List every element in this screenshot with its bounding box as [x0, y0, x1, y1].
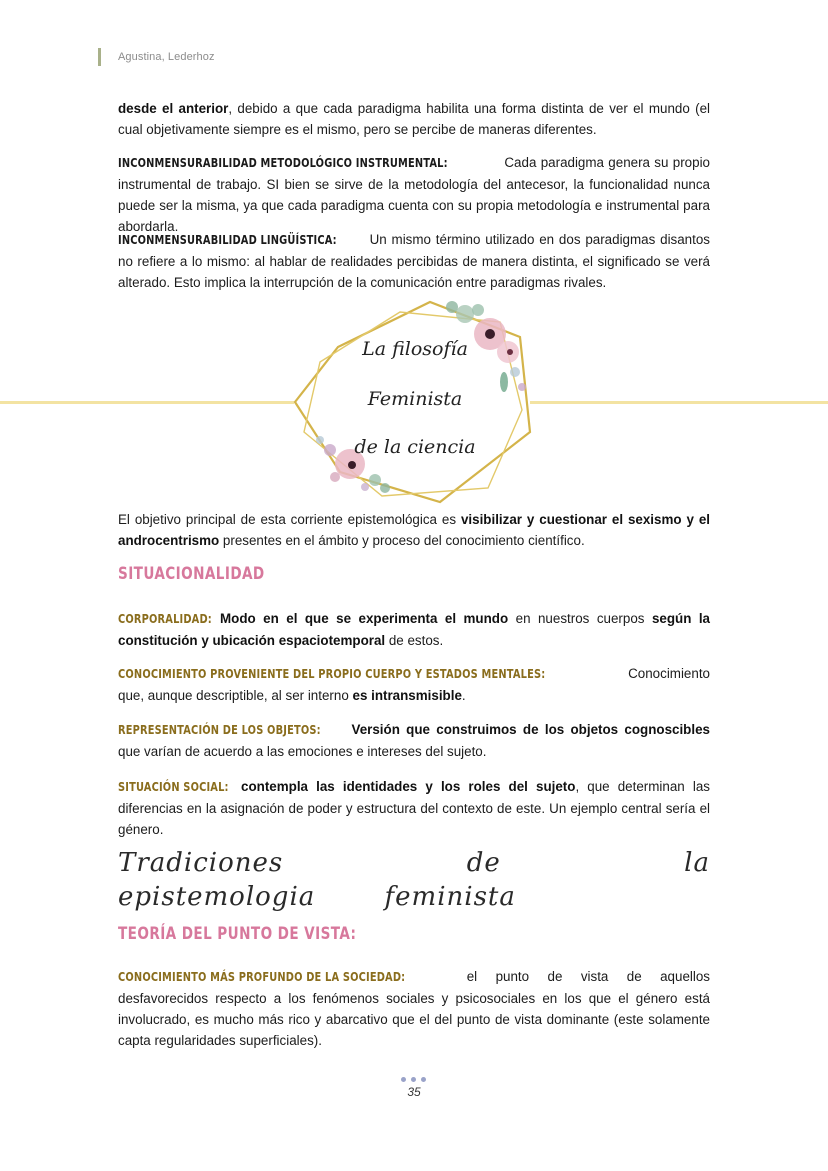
item-bold: Modo en el que se experimenta el mundo	[219, 611, 509, 626]
header-author: Agustina, Lederhoz	[118, 51, 215, 63]
item-conocimiento-propio-cuerpo	[118, 663, 710, 706]
item-text: de estos.	[385, 633, 444, 648]
item-text: el punto de vista de aquellos desfavorecidos respecto a los fenómenos sociales y psicosociales en los que el género está involucrado, es mucho más rico y abarcativo que el del punto de vista dominante (este solamente capta regularidades superficiales).	[118, 969, 710, 1048]
header-accent-bar	[98, 48, 101, 66]
item-text: que varían de acuerdo a las emociones e intereses del sujeto.	[118, 744, 487, 759]
item-bold: es intransmisible	[352, 688, 462, 703]
item-representacion-objetos	[118, 719, 710, 762]
term-label: INCONMENSURABILIDAD LINGÜÍSTICA:	[118, 233, 337, 247]
banner-line-3: de la ciencia	[354, 436, 476, 458]
page-header	[98, 48, 215, 66]
section-title-tradiciones: Tradiciones de la epistemologia feminista	[118, 848, 710, 912]
banner-frame	[290, 292, 540, 510]
inconmensurabilidad-linguistica	[118, 229, 710, 293]
term-label: REPRESENTACIÓN DE LOS OBJETOS:	[118, 723, 321, 737]
item-bold: contempla las identidades y los roles del sujeto	[241, 779, 576, 794]
intro-text: , debido a que cada paradigma habilita una forma distinta de ver el mundo (el cual objetivamente siempre es el mismo, pero se percibe de maneras diferentes.	[118, 101, 710, 137]
item-situacion-social	[118, 776, 710, 840]
banner-line-1: La filosofía	[362, 338, 468, 360]
objective-paragraph	[118, 509, 710, 551]
intro-paragraph	[118, 98, 710, 140]
term-label: SITUACIÓN SOCIAL:	[118, 780, 229, 794]
item-bold: según la constitución y ubicación espaciotemporal	[118, 611, 711, 648]
page-number: 35	[407, 1085, 421, 1099]
banner-line-2: Feminista	[367, 388, 463, 410]
item-text: .	[461, 688, 466, 703]
intro-bold-lead: desde el anterior	[118, 101, 229, 116]
page-dots-ornament	[401, 1077, 426, 1082]
inconmensurabilidad-metodologico	[118, 152, 710, 237]
banner-rule-left	[0, 401, 294, 404]
term-label: INCONMENSURABILIDAD METODOLÓGICO INSTRUMENTAL:	[118, 156, 448, 170]
term-description: Un mismo término utilizado en dos paradigmas disantos no refiere a lo mismo: al hablar de realidades percibidas de manera distinta, el significado se verá alterado. Esto implica la interrupción de la comunicación entre paradigmas rivales.	[118, 232, 710, 290]
term-label: CONOCIMIENTO PROVENIENTE DEL PROPIO CUERPO Y ESTADOS MENTALES:	[118, 667, 546, 681]
item-text: Conocimiento que, aunque descriptible, al ser interno	[118, 666, 710, 703]
item-text: , que determinan las diferencias en la asignación de poder y estructura del contexto de este. Un ejemplo central sería el género.	[118, 779, 710, 837]
section-title-punto-de-vista: TEORÍA DEL PUNTO DE VISTA:	[118, 924, 357, 944]
objective-text: El objetivo principal de esta corriente epistemológica es	[118, 512, 461, 527]
item-conocimiento-profundo	[118, 966, 710, 1051]
item-corporalidad	[118, 608, 710, 651]
objective-text-end: presentes en el ámbito y proceso del conocimiento científico.	[219, 533, 585, 548]
banner-rule-right	[530, 401, 828, 404]
item-bold: Versión que construimos de los objetos cognoscibles	[351, 722, 710, 737]
term-description: Cada paradigma genera su propio instrumental de trabajo. SI bien se sirve de la metodología del antecesor, la funcionalidad nunca puede ser la misma, ya que cada paradigma cuenta con su propia metodología e instrumental para abordarla.	[118, 155, 710, 234]
term-label: CONOCIMIENTO MÁS PROFUNDO DE LA SOCIEDAD:	[118, 970, 406, 984]
objective-bold: visibilizar y cuestionar el sexismo y el androcentrismo	[118, 512, 710, 548]
item-text: en nuestros cuerpos	[508, 611, 652, 626]
section-title-situacionalidad: SITUACIONALIDAD	[118, 564, 265, 584]
term-label: CORPORALIDAD:	[118, 612, 212, 626]
